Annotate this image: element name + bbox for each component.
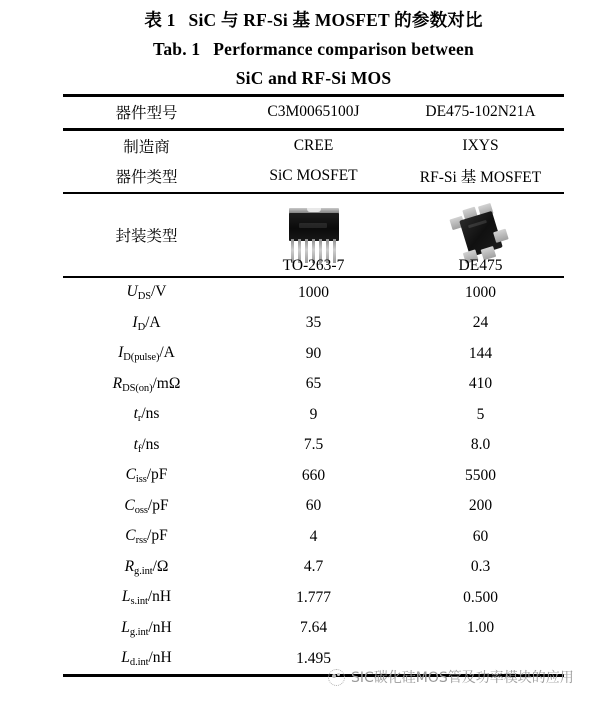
row-value-rfsi: RF-Si 基 MOSFET xyxy=(419,169,542,187)
row-label: 制造商 xyxy=(123,138,170,156)
parameter-value-sic: 1000 xyxy=(298,283,329,301)
caption-en-number: Tab. 1 xyxy=(153,39,201,59)
parameter-symbol: $L_{d.int}/nH$ xyxy=(121,649,172,669)
parameter-value-rfsi: 5500 xyxy=(465,466,496,484)
parameter-value-rfsi: 0.500 xyxy=(463,588,498,606)
parameter-value-sic: 90 xyxy=(305,344,322,362)
parameter-value-rfsi: 8.0 xyxy=(470,436,491,454)
table-row xyxy=(63,644,564,675)
parameter-symbol: $I_D/A$ xyxy=(132,313,161,333)
parameter-symbol: $R_{g.int}/\Omega$ xyxy=(124,557,169,577)
watermark-text: SIC碳化硅MOS管及功率模块的应用 xyxy=(351,670,574,686)
row-label: 器件型号 xyxy=(115,105,178,123)
package-cell-rfsi xyxy=(397,194,564,276)
table-row xyxy=(63,278,564,309)
parameter-value-sic: 7.5 xyxy=(303,436,324,454)
table-package-section xyxy=(63,194,564,276)
parameter-value-sic: 65 xyxy=(305,375,322,393)
parameter-value-sic: 1.777 xyxy=(296,588,331,606)
parameter-symbol: $t_r/ns$ xyxy=(133,405,160,425)
table-row xyxy=(63,430,564,461)
caption-en-text2: SiC and RF-Si MOS xyxy=(235,68,392,88)
parameter-value-sic: 4 xyxy=(309,527,318,545)
parameter-value-rfsi: 5 xyxy=(476,405,485,423)
caption-en-text1: Performance comparison between xyxy=(213,39,474,59)
to-263-7-icon xyxy=(285,208,343,264)
table-row xyxy=(63,583,564,614)
table-header-section xyxy=(63,97,564,128)
parameter-value-sic: 1.495 xyxy=(296,649,331,667)
parameter-value-rfsi: 1000 xyxy=(465,283,496,301)
package-name-sic: TO-263-7 xyxy=(282,256,345,274)
table-row xyxy=(63,97,564,128)
parameter-value-rfsi: 200 xyxy=(468,497,493,515)
parameter-comparison-table xyxy=(63,94,564,677)
row-label: 封装类型 xyxy=(115,227,178,245)
parameter-value-rfsi: 410 xyxy=(468,375,493,393)
row-label: 器件类型 xyxy=(115,169,178,187)
parameter-value-rfsi xyxy=(397,644,564,675)
parameter-value-rfsi: 24 xyxy=(472,314,489,332)
package-name-rfsi: DE475 xyxy=(458,256,503,274)
to-263-7-package-photo xyxy=(230,206,397,264)
parameter-value-sic: 660 xyxy=(301,466,326,484)
table-row-package xyxy=(63,194,564,276)
table-row xyxy=(63,339,564,370)
parameter-value-rfsi: 60 xyxy=(472,527,489,545)
parameter-symbol: $t_f/ns$ xyxy=(133,435,160,455)
parameter-symbol: $C_{iss}/pF$ xyxy=(125,466,168,486)
caption-cn-text: SiC 与 RF-Si 基 MOSFET 的参数对比 xyxy=(188,10,483,30)
table-row xyxy=(63,400,564,431)
parameter-symbol: $C_{oss}/pF$ xyxy=(124,496,169,516)
parameter-value-sic: 60 xyxy=(305,497,322,515)
caption-cn-number: 表 1 xyxy=(144,10,176,30)
de475-package-photo xyxy=(397,206,564,264)
table-row xyxy=(63,131,564,162)
caption-chinese xyxy=(63,6,564,35)
row-value-sic: CREE xyxy=(293,136,334,154)
package-cell-sic xyxy=(230,194,397,276)
table-row xyxy=(63,461,564,492)
table-row xyxy=(63,522,564,553)
table-row xyxy=(63,161,564,192)
row-value-sic: SiC MOSFET xyxy=(269,167,358,185)
table-row xyxy=(63,369,564,400)
parameter-symbol: $U_{DS}/V$ xyxy=(126,283,167,303)
parameter-value-rfsi: 1.00 xyxy=(466,619,495,637)
parameter-symbol: $I_{D(pulse)}/A$ xyxy=(118,344,175,364)
de475-icon xyxy=(449,202,511,264)
table-row xyxy=(63,552,564,583)
table-bottom-rule xyxy=(63,674,564,677)
parameter-symbol: $L_{s.int}/nH$ xyxy=(121,588,172,608)
row-value-rfsi: DE475-102N21A xyxy=(425,103,536,121)
row-value-rfsi: IXYS xyxy=(462,136,499,154)
parameter-symbol: $C_{rss}/pF$ xyxy=(125,527,168,547)
parameter-symbol: $L_{g.int}/nH$ xyxy=(121,618,172,638)
parameter-value-sic: 7.64 xyxy=(299,619,328,637)
caption-english-line1 xyxy=(63,35,564,64)
parameter-value-rfsi: 0.3 xyxy=(470,558,491,576)
table-parameters-section xyxy=(63,278,564,675)
row-value-sic: C3M0065100J xyxy=(267,103,360,121)
parameter-value-sic: 35 xyxy=(305,314,322,332)
table-caption xyxy=(63,0,564,93)
parameter-value-rfsi: 144 xyxy=(468,344,493,362)
parameter-value-sic: 4.7 xyxy=(303,558,324,576)
caption-english-line2 xyxy=(63,64,564,93)
table-identity-section xyxy=(63,131,564,192)
table-row xyxy=(63,308,564,339)
parameter-value-sic: 9 xyxy=(309,405,318,423)
table-row xyxy=(63,491,564,522)
parameter-symbol: $R_{DS(on)}/m\Omega$ xyxy=(112,374,181,394)
table-row xyxy=(63,613,564,644)
